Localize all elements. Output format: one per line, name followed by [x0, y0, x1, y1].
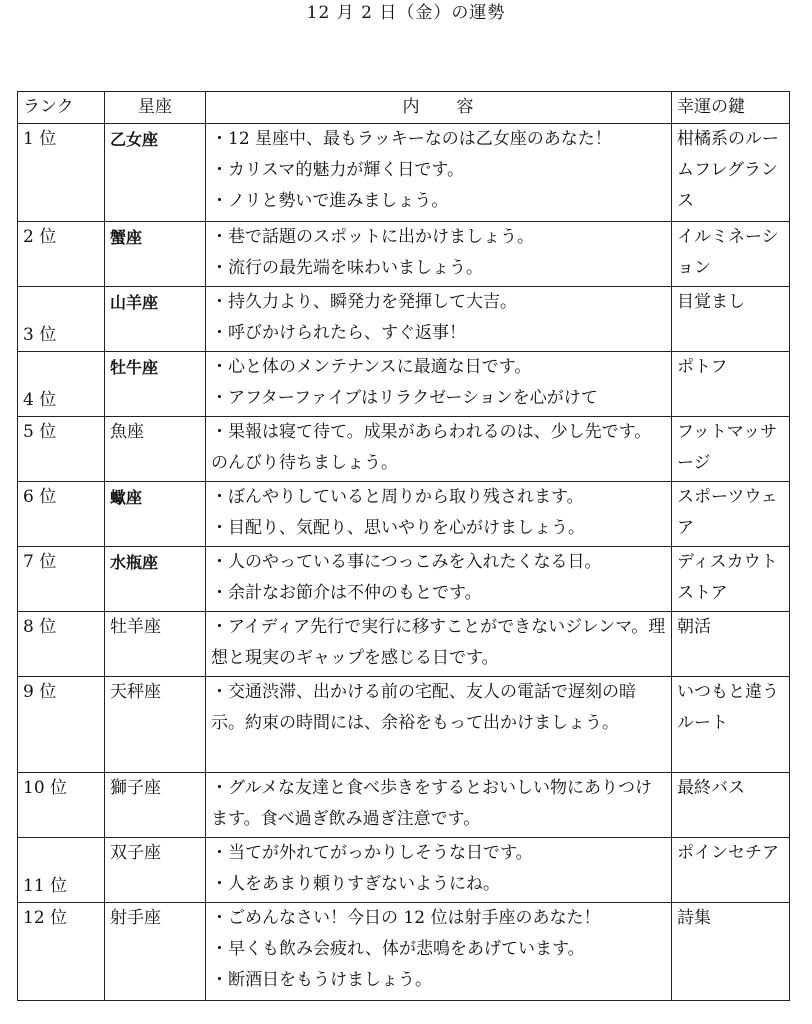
- content-cell: [206, 417, 672, 482]
- content-line: ・断酒日をもうけましょう。: [211, 970, 432, 990]
- content-cell: [206, 482, 672, 547]
- lucky-key-cell: ポインセチア: [672, 838, 790, 903]
- content-line: ・アフターファイブはリラクゼーションを心がけて: [211, 388, 598, 408]
- content-cell: [206, 838, 672, 903]
- content-cell: [206, 222, 672, 287]
- sign-cell: 乙女座: [105, 124, 206, 222]
- lucky-key-cell: ディスカウトストア: [672, 547, 790, 612]
- lucky-key-cell: スポーツウェア: [672, 482, 790, 547]
- lucky-key-cell: 最終バス: [672, 773, 790, 838]
- content-cell: [206, 547, 672, 612]
- table-row: [18, 124, 790, 222]
- sign-cell: 山羊座: [105, 287, 206, 352]
- content-line: ・早くも飲み会疲れ、体が悲鳴をあげています。: [211, 939, 585, 959]
- table-row: [18, 838, 790, 903]
- sign-cell: 牡羊座: [105, 612, 206, 677]
- content-cell: [206, 287, 672, 352]
- content-line: ・ごめんなさい！今日の 12 位は射手座のあなた！: [211, 908, 601, 928]
- page-title: 12 月 2 日（金）の運勢: [306, 3, 506, 23]
- content-line: ・当てが外れてがっかりしそうな日です。: [211, 843, 533, 863]
- content-line: ・交通渋滞、出かける前の宅配、友人の電話で遅刻の暗示。約束の時間には、余裕をもって出かけましょう。: [211, 682, 636, 733]
- content-cell: [206, 612, 672, 677]
- table-row: [18, 677, 790, 773]
- content-cell: [206, 677, 672, 773]
- content-line: ・流行の最先端を味わいましょう。: [211, 258, 483, 278]
- rank-cell: 12 位: [18, 903, 105, 1001]
- fortune-table: [17, 91, 790, 1001]
- content-line: ・余計なお節介は不仲のもとです。: [211, 583, 482, 603]
- lucky-key-cell: 朝活: [672, 612, 790, 677]
- content-line: ・カリスマ的魅力が輝く日です。: [211, 160, 464, 180]
- rank-cell: 6 位: [18, 482, 105, 547]
- lucky-key-cell: イルミネーション: [672, 222, 790, 287]
- rank-cell: 1 位: [18, 124, 105, 222]
- content-cell: [206, 124, 672, 222]
- header-rank: ランク: [18, 92, 105, 124]
- rank-cell: 3 位: [18, 287, 105, 352]
- lucky-key-cell: 目覚まし: [672, 287, 790, 352]
- content-line: ・呼びかけられたら、すぐ返事！: [211, 323, 466, 343]
- rank-cell: 7 位: [18, 547, 105, 612]
- content-line: ・人をあまり頼りすぎないようにね。: [211, 874, 500, 894]
- rank-cell: 2 位: [18, 222, 105, 287]
- rank-cell: 11 位: [18, 838, 105, 903]
- content-cell: [206, 352, 672, 417]
- rank-cell: 4 位: [18, 352, 105, 417]
- sign-cell: 牡牛座: [105, 352, 206, 417]
- content-line: ・巷で話題のスポットに出かけましょう。: [211, 227, 534, 247]
- table-row: [18, 352, 790, 417]
- content-line: ・ぼんやりしていると周りから取り残されます。: [211, 487, 584, 507]
- rank-cell: 8 位: [18, 612, 105, 677]
- sign-cell: 魚座: [105, 417, 206, 482]
- header-content: 内 容: [206, 92, 672, 124]
- table-row: [18, 903, 790, 1001]
- rank-cell: 10 位: [18, 773, 105, 838]
- sign-cell: 蠍座: [105, 482, 206, 547]
- table-row: [18, 612, 790, 677]
- content-cell: [206, 773, 672, 838]
- header-lucky-key: 幸運の鍵: [672, 92, 790, 124]
- table-row: [18, 547, 790, 612]
- header-sign: 星座: [105, 92, 206, 124]
- lucky-key-cell: フットマッサージ: [672, 417, 790, 482]
- lucky-key-cell: ポトフ: [672, 352, 790, 417]
- rank-cell: 9 位: [18, 677, 105, 773]
- content-line: ・12 星座中、最もラッキーなのは乙女座のあなた！: [211, 129, 612, 149]
- lucky-key-cell: 詩集: [672, 903, 790, 1001]
- content-line: ・持久力より、瞬発力を発揮して大吉。: [211, 292, 517, 312]
- content-cell: [206, 903, 672, 1001]
- sign-cell: 天秤座: [105, 677, 206, 773]
- sign-cell: 蟹座: [105, 222, 206, 287]
- sign-cell: 射手座: [105, 903, 206, 1001]
- table-row: [18, 222, 790, 287]
- header-row: [18, 92, 790, 124]
- sign-cell: 双子座: [105, 838, 206, 903]
- table-row: [18, 482, 790, 547]
- content-line: ・心と体のメンテナンスに最適な日です。: [211, 357, 532, 377]
- table-row: [18, 773, 790, 838]
- lucky-key-cell: 柑橘系のルームフレグランス: [672, 124, 790, 222]
- content-line: ・アイディア先行で実行に移すことができないジレンマ。理想と現実のギャップを感じる日です。: [211, 617, 666, 668]
- sign-cell: 獅子座: [105, 773, 206, 838]
- rank-cell: 5 位: [18, 417, 105, 482]
- content-line: ・人のやっている事につっこみを入れたくなる日。: [211, 552, 602, 572]
- lucky-key-cell: いつもと違うルート: [672, 677, 790, 773]
- table-row: [18, 287, 790, 352]
- content-line: ・果報は寝て待て。成果があらわれるのは、少し先です。のんびり待ちましょう。: [211, 422, 652, 473]
- sign-cell: 水瓶座: [105, 547, 206, 612]
- content-line: ・グルメな友達と食べ歩きをするとおいしい物にありつけます。食べ過ぎ飲み過ぎ注意です。: [211, 778, 652, 829]
- content-line: ・ノリと勢いで進みましょう。: [211, 191, 449, 211]
- content-line: ・目配り、気配り、思いやりを心がけましょう。: [211, 518, 585, 538]
- table-row: [18, 417, 790, 482]
